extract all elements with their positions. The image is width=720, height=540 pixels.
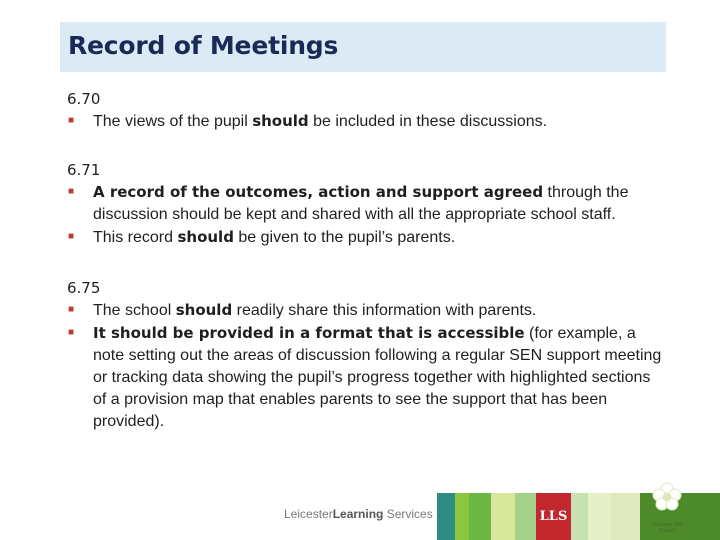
bullet-square-icon: ■: [68, 186, 75, 197]
bullet-square-icon: ■: [68, 115, 75, 126]
section-6-70: [67, 88, 667, 133]
section-6-71: [67, 159, 667, 249]
bullet-square-icon: ■: [68, 231, 75, 242]
list-item: ■ This record should be given to the pupil’s parents.: [68, 228, 456, 246]
section-number: 6.71: [67, 161, 101, 179]
section-6-75: [67, 277, 667, 433]
list-item: ■ The views of the pupil should be included in these discussions.: [68, 112, 548, 130]
slide-title: Record of Meetings: [68, 31, 339, 60]
list-item: ■ It should be provided in a format that is accessible (for example, a note setting out the areas of discussion following a regular SEN support meeting or tracking data showing the pupil’s progress together with highlighted sections of a provision map that enables parents to see the support that has been provided).: [68, 324, 662, 430]
bullet-square-icon: ■: [68, 304, 75, 315]
footer-brand: LeicesterLearning Services: [284, 507, 433, 521]
section-number: 6.70: [67, 90, 101, 108]
bullet-square-icon: ■: [68, 327, 75, 338]
section-number: 6.75: [67, 279, 101, 297]
list-item: ■ The school should readily share this information with parents.: [68, 301, 537, 319]
slide-content: [67, 88, 667, 459]
council-label: Leicester City Council: [651, 522, 683, 534]
slide-title-bar: [60, 22, 666, 72]
lls-logo: LLS: [536, 493, 571, 540]
list-item: ■ A record of the outcomes, action and support agreed through the discussion should be kept and shared with all the appropriate school staff.: [68, 183, 629, 223]
